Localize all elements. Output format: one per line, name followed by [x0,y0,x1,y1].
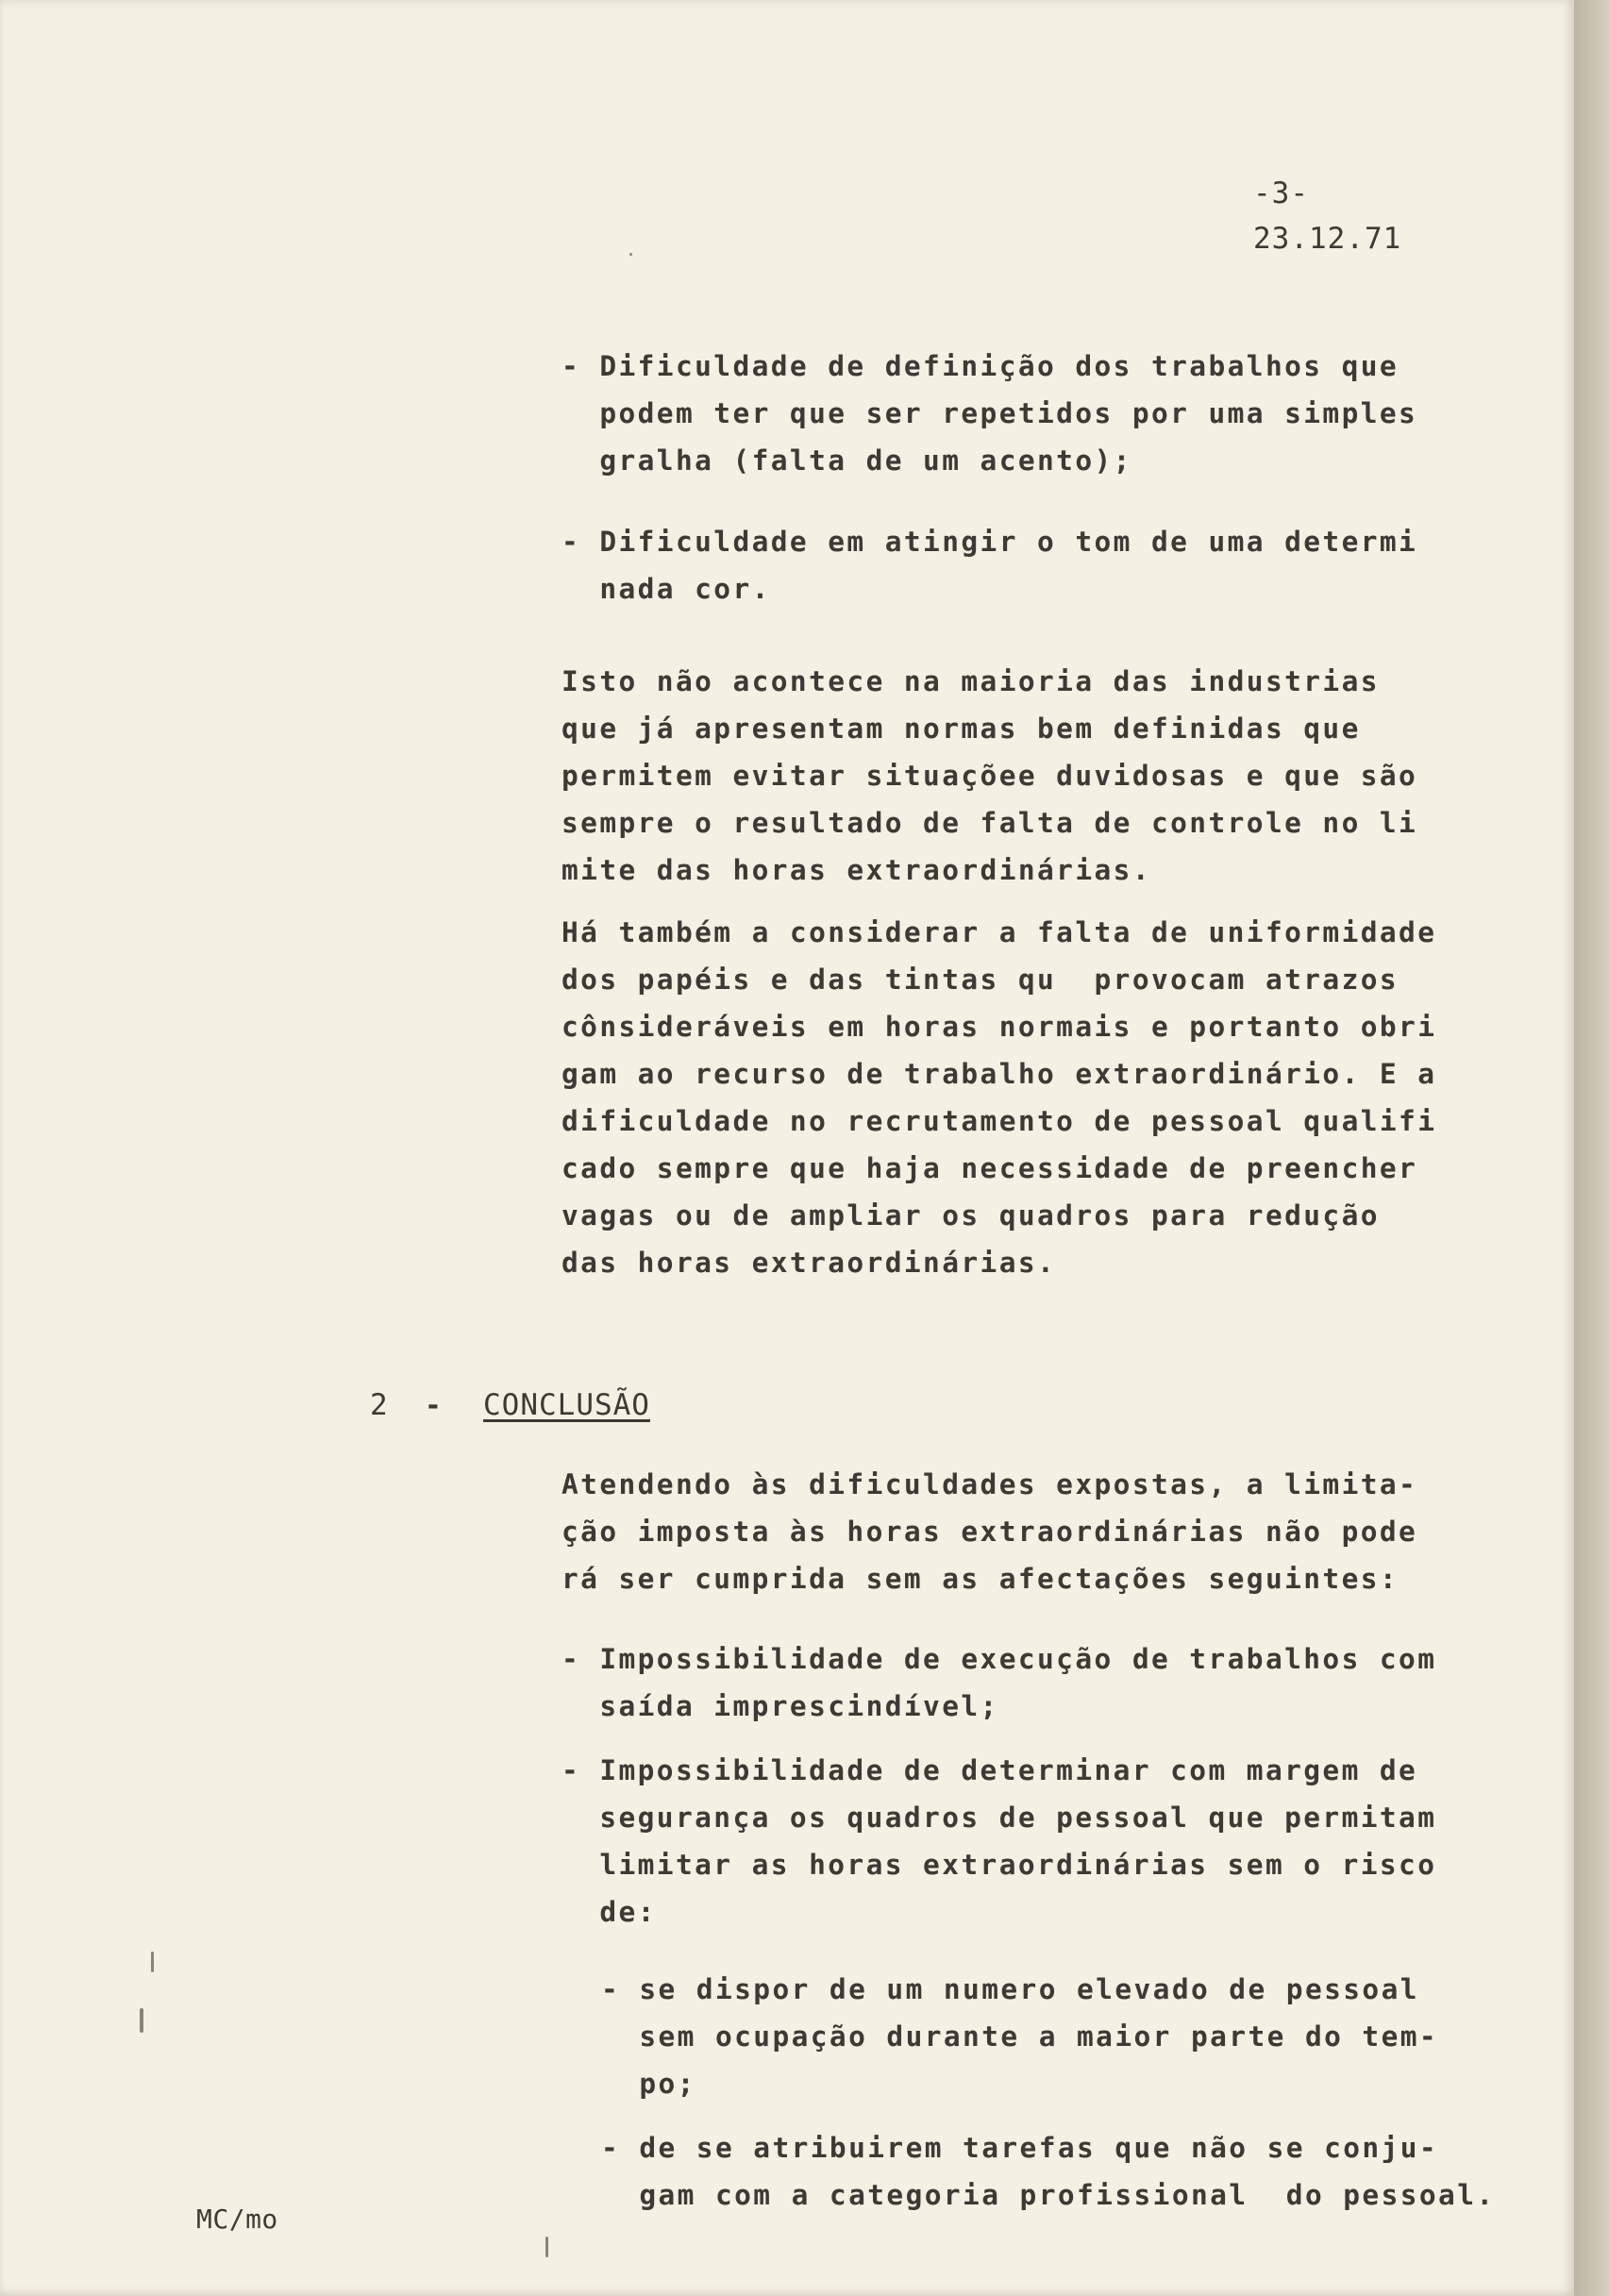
scan-background-edge [1574,0,1609,2296]
list-item-line: - Impossibilidade de execução de trabalhos com [561,1643,1437,1675]
list-item-line: limitar as horas extraordinárias sem o risco [561,1849,1437,1881]
list-item-line: - Dificuldade em atingir o tom de uma determi [561,526,1418,558]
scan-speck [140,2008,143,2033]
paragraph-line: dificuldade no recrutamento de pessoal qualifi [561,1105,1437,1137]
list-item-line: po; [601,2068,696,2100]
scan-speck [545,2237,548,2257]
list-item-line: - de se atribuirem tarefas que não se conju- [601,2132,1439,2164]
paragraph-line: Isto não acontece na maioria das industrias [561,665,1380,697]
list-item-line: - Impossibilidade de determinar com margem de [561,1754,1418,1786]
section-number: 2 [370,1388,389,1422]
paragraph-line: permitem evitar situaçõee duvidosas e que são [561,760,1418,792]
paragraph-line: cado sempre que haja necessidade de preencher [561,1152,1418,1184]
section-dash: - [425,1389,444,1421]
paragraph-line: que já apresentam normas bem definidas que [561,712,1361,745]
paragraph-line: Atendendo às dificuldades expostas, a limita- [561,1468,1418,1500]
page-number: -3- [1253,176,1309,210]
paragraph-line: ção imposta às horas extraordinárias não pode [561,1516,1418,1548]
list-item-line: gam com a categoria profissional do pessoal. [601,2179,1496,2211]
paragraph-line: gam ao recurso de trabalho extraordinário. E a [561,1058,1437,1090]
paragraph-line: vagas ou de ampliar os quadros para redução [561,1199,1380,1232]
document-date: 23.12.71 [1253,222,1402,256]
typist-initials: MC/mo [196,2204,278,2235]
scan-speck [151,1952,154,1972]
list-item-line: - se dispor de um numero elevado de pessoal [601,1973,1419,2005]
scan-speck [629,253,632,256]
paragraph-line: dos papéis e das tintas qu provocam atrazos [561,964,1399,996]
list-item-line: gralha (falta de um acento); [561,444,1132,477]
list-item-line: nada cor. [561,573,771,605]
paragraph-line: Há também a considerar a falta de uniformidade [561,916,1437,948]
paragraph-line: cônsideráveis em horas normais e portanto obri [561,1011,1437,1043]
paragraph-line: mite das horas extraordinárias. [561,854,1151,886]
list-item-line: podem ter que ser repetidos por uma simples [561,397,1418,429]
list-item-line: de: [561,1896,657,1928]
paragraph-line: sempre o resultado de falta de controle no li [561,807,1418,839]
list-item-line: saída imprescindível; [561,1690,999,1722]
list-item-line: - Dificuldade de definição dos trabalhos que [561,350,1399,382]
list-item-line: segurança os quadros de pessoal que permitam [561,1802,1437,1834]
paragraph-line: das horas extraordinárias. [561,1247,1057,1279]
paragraph-line: rá ser cumprida sem as afectações seguintes: [561,1563,1399,1595]
list-item-line: sem ocupação durante a maior parte do tem- [601,2020,1439,2053]
section-title: CONCLUSÃO [483,1388,650,1422]
